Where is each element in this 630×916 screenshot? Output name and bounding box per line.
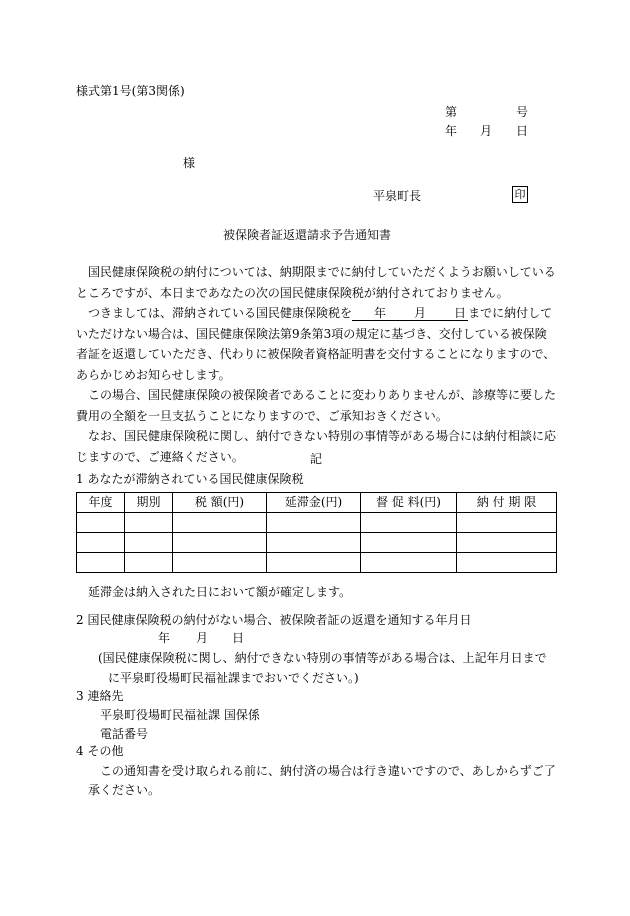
p2-day: 日: [454, 306, 467, 320]
table-header-row: [77, 493, 557, 513]
contact-phone-label: 電話番号: [100, 727, 149, 741]
table-cell: [77, 533, 125, 553]
table-cell: [361, 553, 457, 573]
issuer: 平泉町長: [373, 189, 422, 203]
p2-deadline: [352, 306, 468, 321]
section2-year: 年: [158, 631, 171, 645]
table-cell: [361, 513, 457, 533]
body-paragraph-2: [76, 303, 556, 385]
section4-line1: この通知書を受け取られる前に、納付済の場合は行き違いですので、あしからずご了: [100, 764, 556, 778]
table-cell: [125, 513, 173, 533]
tax-table: [76, 492, 557, 573]
number-suffix: 号: [516, 105, 529, 119]
col-period: 期別: [125, 493, 173, 513]
section4-heading: 4 その他: [76, 744, 124, 758]
table-cell: [361, 533, 457, 553]
table-cell: [125, 553, 173, 573]
document-title: 被保険者証返還請求予告通知書: [223, 228, 392, 242]
section3-heading: 3 連絡先: [76, 689, 124, 703]
table-row: [77, 513, 557, 533]
date-month: 月: [480, 124, 493, 138]
table-cell: [267, 533, 361, 553]
date-year: 年: [445, 124, 458, 138]
table-cell: [173, 513, 267, 533]
table-cell: [457, 533, 557, 553]
body-paragraph-4: なお、国民健康保険税に関し、納付できない特別の事情等がある場合には納付相談に応じますので、ご連絡ください。: [76, 429, 557, 464]
section2-month: 月: [196, 631, 209, 645]
table-row: [77, 533, 557, 553]
col-reminder-fee: 督 促 料(円): [361, 493, 457, 513]
table-cell: [173, 553, 267, 573]
body-text: [76, 262, 556, 467]
table-cell: [457, 513, 557, 533]
late-fee-note: 延滞金は納入された日において額が確定します。: [88, 585, 352, 599]
table-row: [77, 553, 557, 573]
seal-mark: [512, 186, 528, 203]
section2-note-line1: (国民健康保険税に関し、納付できない特別の事情等がある場合は、上記年月日まで: [98, 651, 547, 665]
form-number: 様式第1号(第3関係): [76, 84, 185, 98]
seal-text: 印: [512, 186, 528, 203]
col-tax-amount: 税 額(円): [173, 493, 267, 513]
addressee-suffix: 様: [183, 156, 196, 170]
section2-note-line2: に平泉町役場町民福祉課までおいでください。): [108, 671, 359, 685]
table-cell: [267, 513, 361, 533]
contact-department: 平泉町役場町民福祉課 国保係: [100, 708, 260, 722]
number-prefix: 第: [445, 105, 458, 119]
table-cell: [173, 533, 267, 553]
body-paragraph-3: この場合、国民健康保険の被保険者であることに変わりありませんが、診療等に要した費用の全額を一旦支払うことになりますので、ご承知おきください。: [76, 388, 557, 423]
p2-before: つきましては、滞納されている国民健康保険税を: [88, 306, 353, 320]
table-cell: [267, 553, 361, 573]
table-cell: [125, 533, 173, 553]
table-cell: [77, 553, 125, 573]
col-due-date: 納 付 期 限: [457, 493, 557, 513]
date-day: 日: [516, 124, 529, 138]
p2-after: までに納付していただけない場合は、国民健康保険法第9条第3項の規定に基づき、交付している被保険者証を返還していただき、代わりに被保険者資格証明書を交付することになりますので、あらかじめお知らせします。: [76, 306, 556, 382]
table-cell: [77, 513, 125, 533]
section1-heading: 1 あなたが滞納されている国民健康保険税: [76, 472, 304, 486]
section4-line2: 承ください。: [88, 783, 161, 797]
body-paragraph-1: 国民健康保険税の納付については、納期限までに納付していただくようお願いしているところですが、本日まであなたの次の国民健康保険税が納付されておりません。: [76, 265, 556, 300]
p2-month: 月: [414, 306, 427, 320]
p2-year: 年: [374, 306, 387, 320]
table-cell: [457, 553, 557, 573]
col-late-fee: 延滞金(円): [267, 493, 361, 513]
section2-heading: 2 国民健康保険税の納付がない場合、被保険者証の返還を通知する年月日: [76, 613, 472, 627]
section2-day: 日: [232, 631, 245, 645]
ki-mark: 記: [310, 452, 323, 466]
col-fiscal-year: 年度: [77, 493, 125, 513]
